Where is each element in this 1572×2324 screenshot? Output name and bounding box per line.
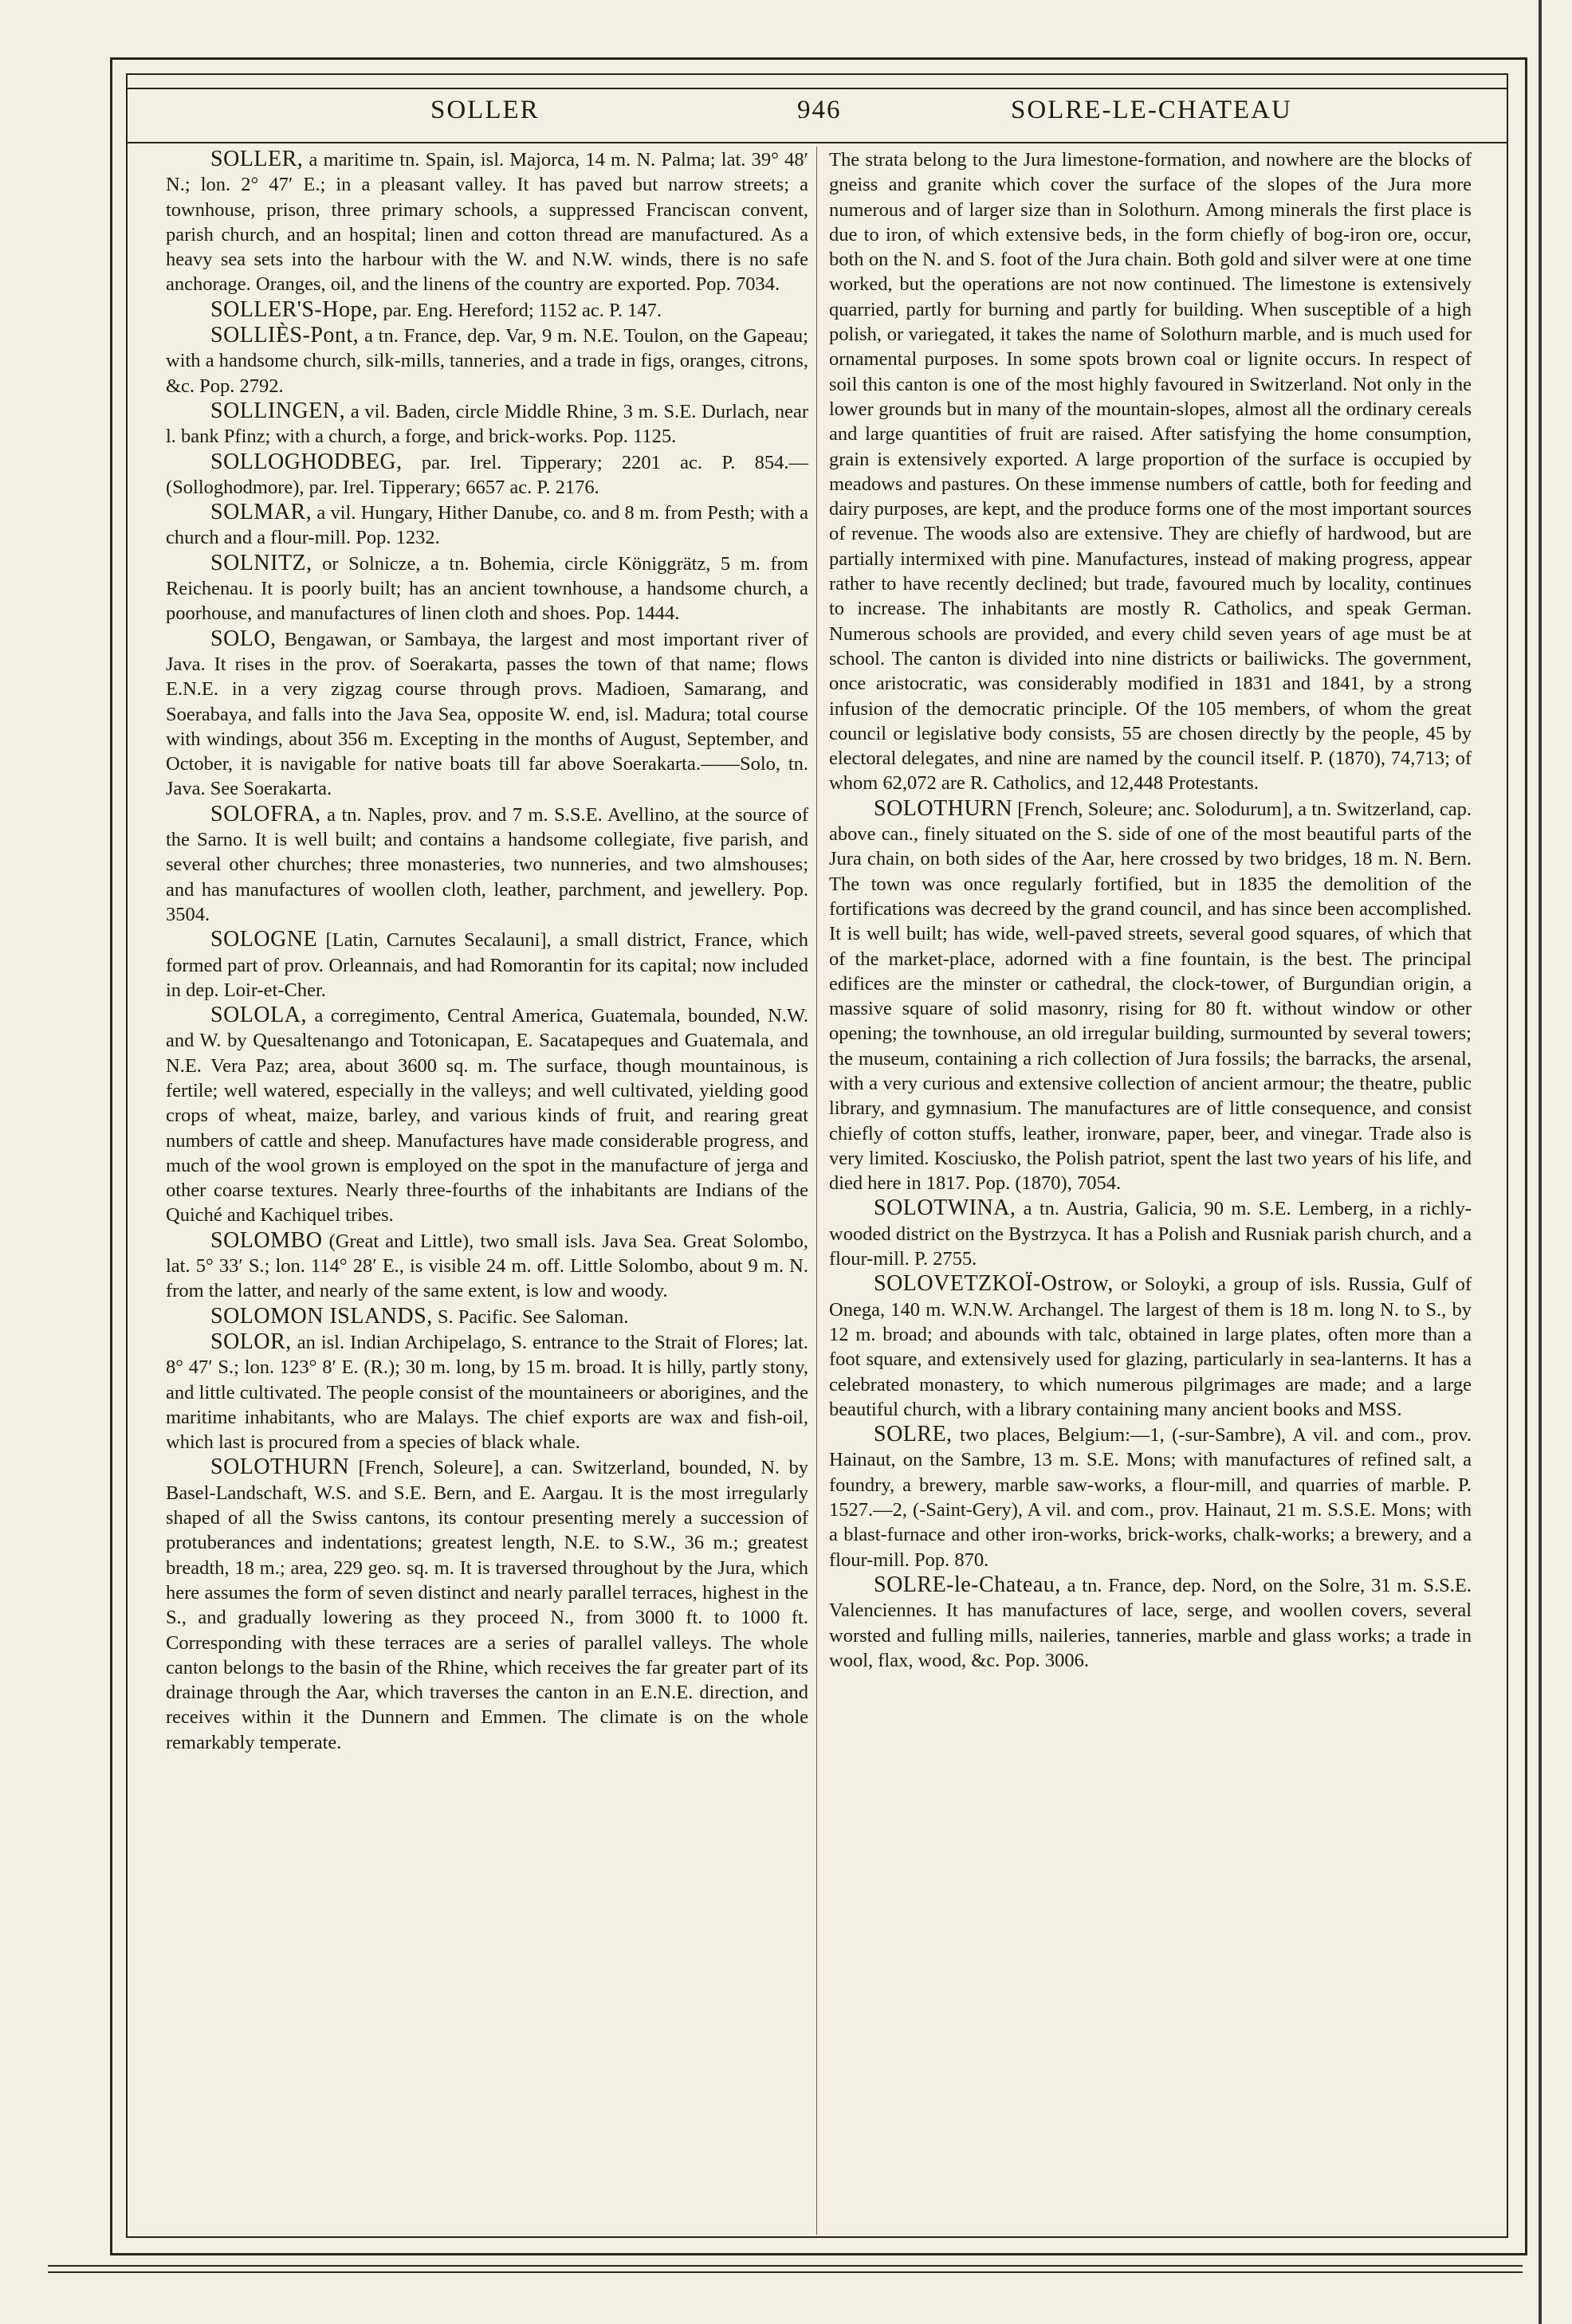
entry-headword: SOLOVETZKOÏ-Ostrow, bbox=[874, 1271, 1114, 1297]
entry-headword: SOLOFRA, bbox=[210, 801, 321, 826]
entry-headword: SOLLINGEN, bbox=[210, 398, 346, 423]
entry-headword: SOLOMON ISLANDS, bbox=[210, 1303, 433, 1329]
entry bbox=[829, 796, 1472, 1196]
entry-headword: SOLOTHURN bbox=[210, 1454, 350, 1480]
entry-headword: SOLRE-le-Chateau, bbox=[874, 1572, 1061, 1597]
entry bbox=[166, 1329, 808, 1454]
entry-text: or Soloyki, a group of isls. Russia, Gulf of Onega, 140 m. W.N.W. Archangel. The largest of them is 18 m. long N. to S., by 12 m. broad; and abounds with talc, obtained in large plates, often more than a foot square, and extensively used for glazing, particularly in sea-lanterns. It has a celebrated monastery, to which numerous pilgrimages are made; and a large beautiful church, with a library containing many ancient books and MSS. bbox=[829, 1274, 1472, 1420]
entry-text: (Great and Little), two small isls. Java Sea. Great Solombo, lat. 5° 33′ S.; lon. 114° 28′ E., is visible 24 m. off. Little Solombo, about 9 m. N. from the latter, and nearly of the same extent, is low and woody. bbox=[166, 1230, 808, 1302]
entry-text: an isl. Indian Archipelago, S. entrance to the Strait of Flores; lat. 8° 47′ S.; lon. 123° 8′ E. (R.); 30 m. long, by 15 m. broad. It is hilly, partly stony, and little cultivated. The people consist of the mountaineers or aborigines, and the maritime inhabitants, who are Malays. The chief exports are wax and fish-oil, which last is procured from a species of black whale. bbox=[166, 1331, 808, 1454]
entry-headword: SOLOTHURN bbox=[874, 795, 1013, 821]
entry-headword: SOLLIÈS-Pont, bbox=[210, 323, 360, 348]
running-head-left: SOLLER bbox=[430, 96, 540, 124]
entry-text: [Latin, Carnutes Secalauni], a small district, France, which formed part of prov. Orleannais, and had Romorantin for its capital; now included in dep. Loir-et-Cher. bbox=[166, 929, 808, 1001]
entry-headword: SOLNITZ, bbox=[210, 550, 312, 575]
entry-headword: SOLRE, bbox=[874, 1422, 953, 1447]
entry-headword: SOLOGNE bbox=[210, 927, 318, 952]
scan-edge bbox=[1539, 0, 1542, 2324]
entry bbox=[166, 802, 808, 927]
entry bbox=[166, 147, 808, 297]
bottom-rule-2 bbox=[48, 2271, 1523, 2273]
entry bbox=[166, 398, 808, 449]
entry bbox=[166, 449, 808, 501]
entry bbox=[166, 323, 808, 398]
entry bbox=[166, 551, 808, 626]
entry bbox=[166, 1003, 808, 1228]
entry-headword: SOLLOGHODBEG, bbox=[210, 449, 403, 474]
entry-text: or Solnicze, a tn. Bohemia, circle Königgrätz, 5 m. from Reichenau. It is poorly built; has an ancient townhouse, a handsome church, a poorhouse, and manufactures of linen cloth and shoes. Pop. 1444. bbox=[166, 552, 808, 625]
entry bbox=[166, 927, 808, 1003]
entry bbox=[829, 1271, 1472, 1422]
entry-text: Bengawan, or Sambaya, the largest and most important river of Java. It rises in the prov. of Soerakarta, passes the town of that name; flows E.N.E. in a very zigzag course through provs. Madioen, Samarang, and Soerabaya, and falls into the Java Sea, opposite W. end, isl. Madura; total course with windings, about 356 m. Excepting in the months of August, September, and October, it is navigable for native boats till far above Soerakarta.——Solo, tn. Java. See Soerakarta. bbox=[166, 628, 808, 800]
entry bbox=[166, 1304, 808, 1329]
entry-text: [French, Soleure], a can. Switzerland, bounded, N. by Basel-Landschaft, W.S. and S.E. Bern, and E. Aargau. It is the most irregularly shaped of all the Swiss cantons, its contour presenting merely a succession of protuberances and indentations; greatest length, N.E. to S.W., 36 m.; greatest breadth, 18 m.; area, 229 geo. sq. m. It is traversed throughout by the Jura, which here assumes the form of seven distinct and nearly parallel terraces, highest in the S., and gradually lowering as they proceed N., from 3000 ft. to 1000 ft. Corresponding with these terraces are a series of parallel valleys. The whole canton belongs to the basin of the Rhine, which receives the far greater part of its drainage through the Aar, which traverses the canton in an E.N.E. direction, and receives within it the Dunnern and Emmen. The climate is on the whole remarkably temperate. bbox=[166, 1457, 808, 1753]
entry-text: par. Irel. Tipperary; 2201 ac. P. 854.—(Solloghodmore), par. Irel. Tipperary; 6657 ac. P. 2176. bbox=[166, 451, 808, 498]
entry-text: two places, Belgium:—1, (-sur-Sambre), A vil. and com., prov. Hainaut, on the Sambre, 13 m. S.E. Mons; with manufactures of refined salt, a foundry, a brewery, marble saw-works, a flour-mill, and quarries of marble. P. 1527.—2, (-Saint-Gery), A vil. and com., prov. Hainaut, 21 m. S.S.E. Mons; with a blast-furnace and other iron-works, brick-works, chalk-works; a brewery, and a flour-mill. Pop. 870. bbox=[829, 1424, 1472, 1571]
entry-headword: SOLOTWINA, bbox=[874, 1195, 1016, 1221]
bottom-rule-1 bbox=[48, 2265, 1523, 2267]
entry-text: The strata belong to the Jura limestone-formation, and nowhere are the blocks of gneiss and granite which cover the surface of the slopes of the Jura more numerous and of larger size than in Solothurn. Among minerals the first place is due to iron, of which extensive beds, in the form chiefly of bog-iron ore, occur, both on the N. and S. foot of the Jura chain. Both gold and silver were at one time worked, but the operations are not now continued. The limestone is extensively quarried, partly for burning and partly for building. When susceptible of a high polish, or variegated, it takes the name of Solothurn marble, and is much used for ornamental purposes. In some spots brown coal or lignite occurs. In respect of soil this canton is one of the most highly favoured in Switzerland. Not only in the lower grounds but in many of the mountain-slopes, almost all the ordinary cereals and large quantities of fruit are raised. After satisfying the home consumption, grain is extensively exported. A large proportion of the surface is occupied by meadows and pastures. On these immense numbers of cattle, both for feeding and dairy purposes, are kept, and the produce forms one of the most important sources of revenue. The woods also are extensive. They are chiefly of hardwood, but are partially intermixed with pine. Manufactures, instead of making progress, appear rather to have recently declined; but trade, favoured much by locality, continues to increase. The inhabitants are mostly R. Catholics, and speak German. Numerous schools are provided, and every child seven years of age must be at school. The canton is divided into nine districts or bailiwicks. The government, once aristocratic, was considerably modified in 1831 and 1841, by a strong infusion of the democratic principle. Of the 105 members, of whom the great council or legislative body consists, 55 are chosen directly by the people, 45 by electoral delegates, and nine are named by the council itself. P. (1870), 74,713; of whom 62,072 are R. Catholics, and 12,448 Protestants. bbox=[829, 149, 1472, 795]
entry-headword: SOLLER, bbox=[210, 147, 304, 171]
entry-text: a tn. Austria, Galicia, 90 m. S.E. Lemberg, in a richly-wooded district on the Bystrzyca. It has a Polish and Rusniak parish church, and a flour-mill. P. 2755. bbox=[829, 1198, 1472, 1270]
entry-headword: SOLOLA, bbox=[210, 1003, 307, 1028]
entry bbox=[829, 1422, 1472, 1572]
entry bbox=[166, 626, 808, 802]
entry bbox=[166, 297, 808, 323]
entry-headword: SOLOR, bbox=[210, 1329, 292, 1354]
entry bbox=[829, 1572, 1472, 1673]
entry bbox=[166, 1454, 808, 1755]
entry bbox=[166, 1228, 808, 1304]
entry-text: a tn. France, dep. Nord, on the Solre, 31 m. S.S.E. Valenciennes. It has manufactures of lace, serge, and woollen covers, several worsted and fulling mills, naileries, tanneries, marble and glass works; a trade in wool, flax, wood, &c. Pop. 3006. bbox=[829, 1574, 1472, 1671]
entry-continuation bbox=[829, 147, 1472, 796]
entry-headword: SOLO, bbox=[210, 626, 277, 651]
entry-text: a tn. Naples, prov. and 7 m. S.S.E. Avellino, at the source of the Sarno. It is well built; and contains a handsome collegiate, five parish, and several other churches; three monasteries, two nunneries, and two almshouses; and has manufactures of woollen cloth, leather, parchment, and jewellery. Pop. 3504. bbox=[166, 803, 808, 925]
entry bbox=[166, 500, 808, 551]
entry-text: a corregimento, Central America, Guatemala, bounded, N.W. and W. by Quesaltenango and Totonicapan, E. Sacatapeques and Guatemala, and N.E. Vera Paz; area, about 3600 sq. m. The surface, though mountainous, is fertile; well watered, especially in the valleys; and well cultivated, yielding good crops of wheat, maize, barley, and various kinds of fruit, and rearing great numbers of cattle and sheep. Manufactures have made considerable progress, and much of the wool grown is employed on the spot in the manufacture of jerga and other coarse textures. Nearly three-fourths of the inhabitants are Indians of the Quiché and Kachiquel tribes. bbox=[166, 1005, 808, 1227]
entry-text: a vil. Hungary, Hither Danube, co. and 8 m. from Pesth; with a church and a flour-mill. Pop. 1232. bbox=[166, 502, 808, 549]
entry-headword: SOLOMBO bbox=[210, 1227, 323, 1253]
entry-text: par. Eng. Hereford; 1152 ac. P. 147. bbox=[378, 299, 662, 321]
header-rule-top bbox=[126, 88, 1507, 89]
entry-text: S. Pacific. See Saloman. bbox=[432, 1305, 629, 1328]
left-column bbox=[166, 147, 808, 1755]
entry-text: a maritime tn. Spain, isl. Majorca, 14 m. N. Palma; lat. 39° 48′ N.; lon. 2° 47′ E.; in a pleasant valley. It has paved but narrow streets; a townhouse, prison, three primary schools, a suppressed Franciscan convent, parish church, and an hospital; linen and cotton thread are manufactured. As a heavy sea sets into the harbour with the W. and N.W. winds, there is no safe anchorage. Oranges, oil, and the linens of the country are exported. Pop. 7034. bbox=[166, 149, 808, 296]
running-head-right: SOLRE-LE-CHATEAU bbox=[1011, 96, 1292, 124]
entry-text: a vil. Baden, circle Middle Rhine, 3 m. S.E. Durlach, near l. bank Pfinz; with a church, a forge, and brick-works. Pop. 1125. bbox=[166, 400, 808, 448]
header-rule-bottom bbox=[126, 142, 1507, 143]
entry bbox=[829, 1195, 1472, 1271]
right-column bbox=[829, 147, 1472, 1673]
page-number: 946 bbox=[797, 96, 842, 124]
entry-headword: SOLLER'S-Hope, bbox=[210, 296, 379, 322]
entry-headword: SOLMAR, bbox=[210, 500, 312, 525]
entry-text: a tn. France, dep. Var, 9 m. N.E. Toulon, on the Gapeau; with a handsome church, silk-mills, tanneries, and a trade in figs, oranges, citrons, &c. Pop. 2792. bbox=[166, 325, 808, 397]
running-header bbox=[128, 96, 1505, 135]
entry-text: [French, Soleure; anc. Solodurum], a tn. Switzerland, cap. above can., finely situated on the S. side of one of the most beautiful parts of the Jura chain, on both sides of the Aar, here crossed by two bridges, 18 m. N. Bern. The town was once regularly fortified, but in 1835 the demolition of the fortifications was decreed by the grand council, and has since been accomplished. It is well built; has wide, well-paved streets, several good squares, of which that of the market-place, adorned with a fine fountain, is the best. The principal edifices are the minster or cathedral, the clock-tower, of Burgundian origin, a massive square of solid masonry, rising for 80 ft. without window or other opening; the townhouse, an old irregular building, surmounted by several towers; the museum, containing a rich collection of Jura fossils; the barracks, the arsenal, with a very curious and extensive collection of ancient armour; the theatre, public library, and gymnasium. The manufactures are of little consequence, and consist chiefly of cotton stuffs, leather, ironware, paper, beer, and vinegar. Trade also is very limited. Kosciusko, the Polish patriot, spent the last two years of his life, and died here in 1817. Pop. (1870), 7054. bbox=[829, 798, 1472, 1195]
column-divider bbox=[816, 147, 817, 2235]
